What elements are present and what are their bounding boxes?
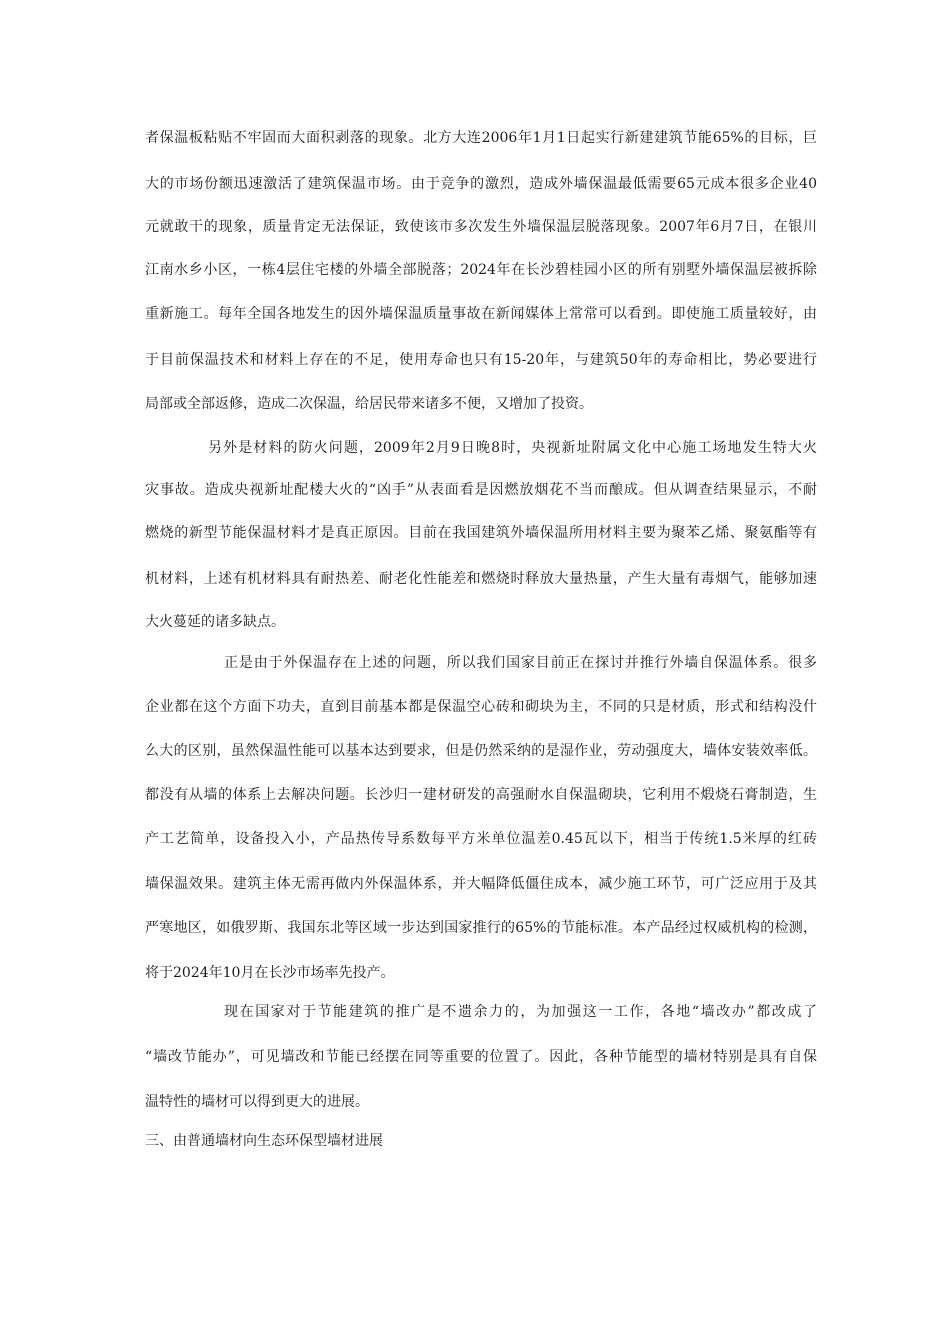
text-line: 重新施工。每年全国各地发生的因外墙保温质量事故在新闻媒体上常常可以看到。即使施工质量较好，由 — [145, 306, 817, 322]
text-line: 江南水乡小区，一栋4层住宅楼的外墙全部脱落；2024年在长沙碧桂园小区的所有别墅外墙保温层被拆除 — [145, 262, 817, 278]
text-line: 灾事故。造成央视新址配楼大火的“凶手”从表面看是因燃放烟花不当而酿成。但从调查结果显示，不耐 — [145, 482, 817, 498]
text-line: 大的市场份额迅速激活了建筑保温市场。由于竞争的激烈，造成外墙保温最低需要65元成本很多企业40 — [145, 176, 817, 192]
text-line: 将于2024年10月在长沙市场率先投产。 — [145, 965, 395, 981]
text-line: 温特性的墙材可以得到更大的进展。 — [145, 1094, 369, 1110]
paragraph-first-line: 另外是材料的防火问题，2009年2月9日晚8时，央视新址附属文化中心施工场地发生特大火 — [208, 440, 817, 456]
text-line: 元就敢干的现象，质量肯定无法保证，致使该市多次发生外墙保温层脱落现象。2007年6月7日，在银川 — [145, 219, 817, 235]
paragraph-first-line: 现在国家对于节能建筑的推广是不遗余力的，为加强这一工作，各地“墙改办”都改成了 — [224, 1004, 817, 1020]
text-line: 都没有从墙的体系上去解决问题。长沙归一建材研发的高强耐水自保温砌块，它利用不煅烧石膏制造，生 — [145, 787, 817, 803]
section-heading: 三、由普通墙材向生态环保型墙材进展 — [145, 1133, 383, 1149]
text-line: 企业都在这个方面下功夫，直到目前基本都是保温空心砖和砌块为主，不同的只是材质，形式和结构没什 — [145, 699, 817, 715]
text-line: 严寒地区，如俄罗斯、我国东北等区域一步达到国家推行的65%的节能标准。本产品经过权威机构的检测， — [145, 920, 817, 936]
text-line: 于目前保温技术和材料上存在的不足，使用寿命也只有15-20年，与建筑50年的寿命相比，势必要进行 — [145, 352, 817, 368]
text-line: 大火蔓延的诸多缺点。 — [145, 614, 285, 630]
text-line: “墙改节能办”，可见墙改和节能已经摆在同等重要的位置了。因此，各种节能型的墙材特别是具有自保 — [145, 1049, 817, 1065]
paragraph-first-line: 正是由于外保温存在上述的问题，所以我们国家目前正在探讨并推行外墙自保温体系。很多 — [224, 655, 817, 671]
text-line: 么大的区别，虽然保温性能可以基本达到要求，但是仍然采纳的是湿作业，劳动强度大，墙体安装效率低。 — [145, 743, 817, 759]
text-line: 局部或全部返修，造成二次保温，给居民带来诸多不便，又增加了投资。 — [145, 396, 593, 412]
text-line: 产工艺简单，设备投入小，产品热传导系数每平方米单位温差0.45瓦以下，相当于传统1.5米厚的红砖 — [145, 831, 817, 847]
text-line: 机材料，上述有机材料具有耐热差、耐老化性能差和燃烧时释放大量热量，产生大量有毒烟气，能够加速 — [145, 571, 817, 587]
text-line: 墙保温效果。建筑主体无需再做内外保温体系，并大幅降低僵住成本，减少施工环节，可广泛应用于及其 — [145, 876, 817, 892]
text-line: 燃烧的新型节能保温材料才是真正原因。目前在我国建筑外墙保温所用材料主要为聚苯乙烯、聚氨酯等有 — [145, 525, 817, 541]
text-line: 者保温板粘贴不牢固而大面积剥落的现象。北方大连2006年1月1日起实行新建建筑节能65%的目标，巨 — [145, 130, 817, 146]
